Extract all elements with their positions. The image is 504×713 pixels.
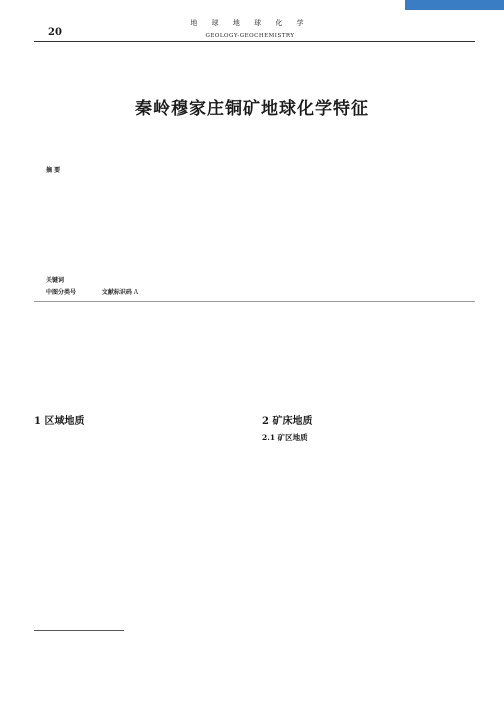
article-title: 秦岭穆家庄铜矿地球化学特征 — [135, 99, 369, 119]
abstract-label: 摘 要 — [46, 167, 61, 174]
section-1-title: 1 区域地质 — [34, 416, 85, 427]
page-number: 20 — [48, 27, 62, 38]
footnote-divider — [34, 630, 124, 631]
section-2-title: 2 矿床地质 — [262, 416, 313, 427]
keywords-label: 关键词 — [46, 277, 65, 284]
watermark-banner — [405, 0, 504, 10]
subsection-2-1-title: 2.1 矿区地质 — [262, 433, 308, 442]
journal-header — [0, 18, 504, 40]
journal-name-en: GEOLOGY-GEOCHEMISTRY — [205, 33, 295, 39]
classification — [46, 287, 138, 296]
journal-name-zh: 地 球 地 球 化 学 — [190, 19, 310, 27]
doc-code-label: 文献标识码 — [101, 289, 132, 296]
doc-code-value: A — [133, 289, 139, 296]
journal-name — [160, 18, 340, 39]
body-divider — [34, 301, 475, 302]
classification-label: 中图分类号 — [46, 289, 77, 296]
keywords — [46, 275, 64, 284]
abstract — [46, 166, 458, 176]
header-divider — [34, 41, 475, 42]
